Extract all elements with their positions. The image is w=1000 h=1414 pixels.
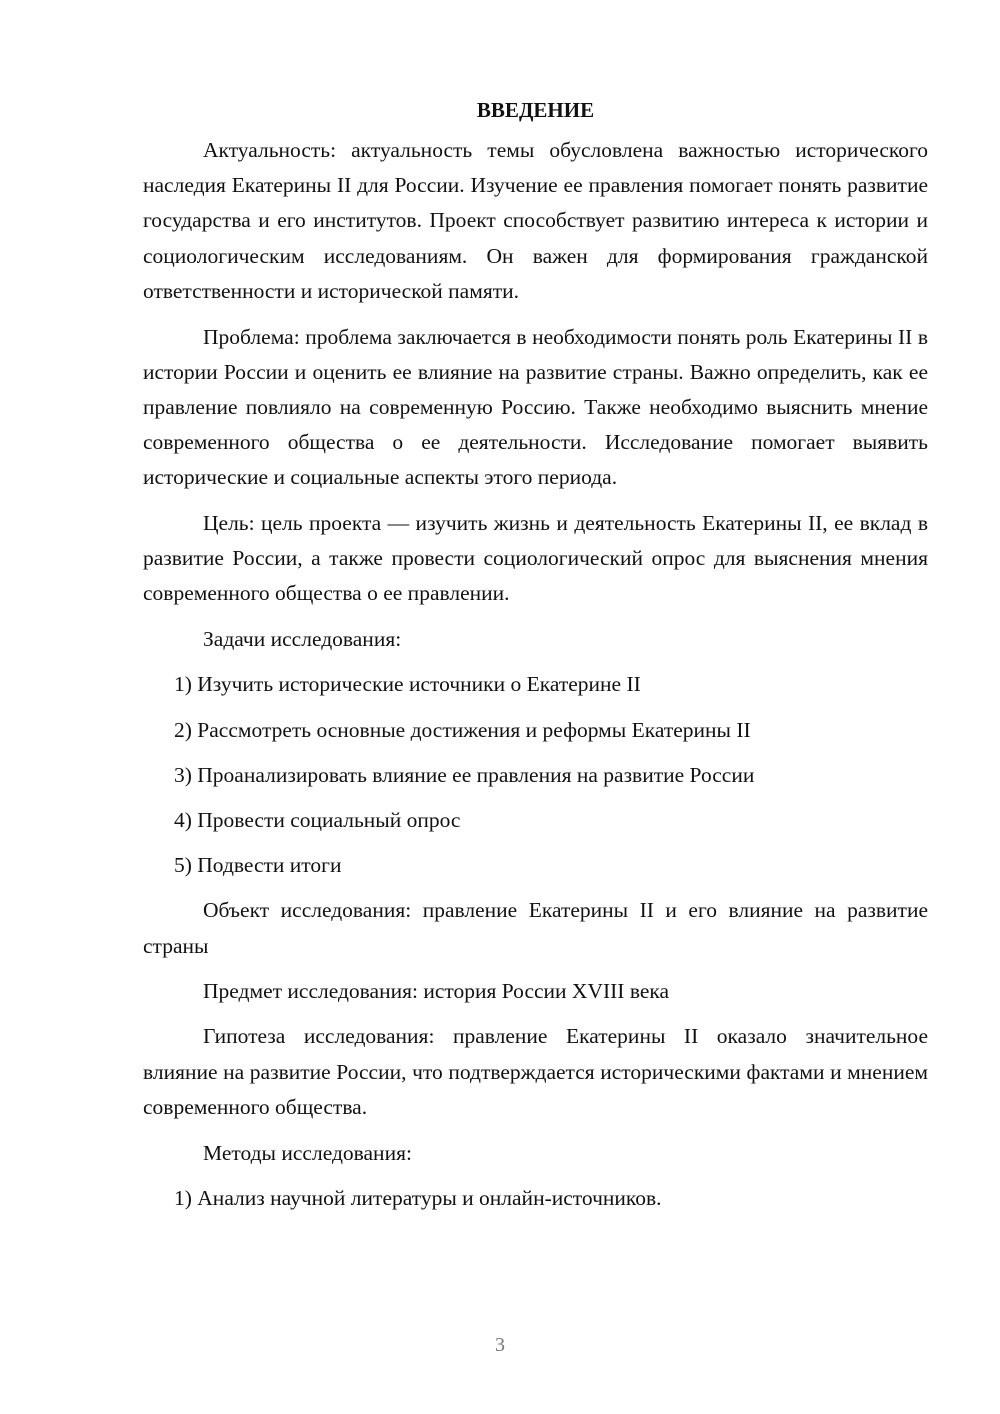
- methods-list: [143, 1181, 928, 1216]
- paragraph-subject: Предмет исследования: история России XVIII века: [203, 979, 670, 1004]
- paragraph-problem: Проблема: проблема заключается в необходимости понять роль Екатерины II в истории России и оценить ее влияние на развитие страны. Важно определить, как ее правление повлияло на современную Россию. Также необходимо выяснить мнение современного общества о ее деятельности. Исследование помогает выявить исторические и социальные аспекты этого периода.: [143, 324, 928, 490]
- list-item: 3) Проанализировать влияние ее правления на развитие России: [174, 762, 755, 787]
- page-number: 3: [495, 1334, 505, 1356]
- list-item: 5) Подвести итоги: [174, 853, 342, 878]
- list-item: 4) Провести социальный опрос: [174, 807, 461, 832]
- list-item: 1) Изучить исторические источники о Екатерине II: [174, 672, 641, 697]
- document-page: [143, 95, 928, 1226]
- tasks-title: Задачи исследования:: [203, 627, 402, 652]
- paragraph-goal: Цель: цель проекта — изучить жизнь и деятельность Екатерины II, ее вклад в развитие России, а также провести социологический опрос для выяснения мнения современного общества о ее правлении.: [143, 511, 928, 606]
- paragraph-object: Объект исследования: правление Екатерины II и его влияние на развитие страны: [143, 898, 928, 958]
- paragraph-relevance: Актуальность: актуальность темы обусловлена важностью исторического наследия Екатерины II для России. Изучение ее правления помогает понять развитие государства и его институтов. Проект способствует развитию интереса к истории и социологическим исследованиям. Он важен для формирования гражданской ответственности и исторической памяти.: [143, 138, 928, 303]
- list-item: 2) Рассмотреть основные достижения и реформы Екатерины II: [174, 717, 751, 742]
- methods-title: Методы исследования:: [203, 1140, 412, 1165]
- list-item: 1) Анализ научной литературы и онлайн-источников.: [174, 1185, 662, 1210]
- tasks-list: [143, 667, 928, 883]
- document-heading: ВВЕДЕНИЕ: [476, 98, 595, 122]
- paragraph-hypothesis: Гипотеза исследования: правление Екатерины II оказало значительное влияние на развитие России, что подтверждается историческими фактами и мнением современного общества.: [143, 1024, 928, 1119]
